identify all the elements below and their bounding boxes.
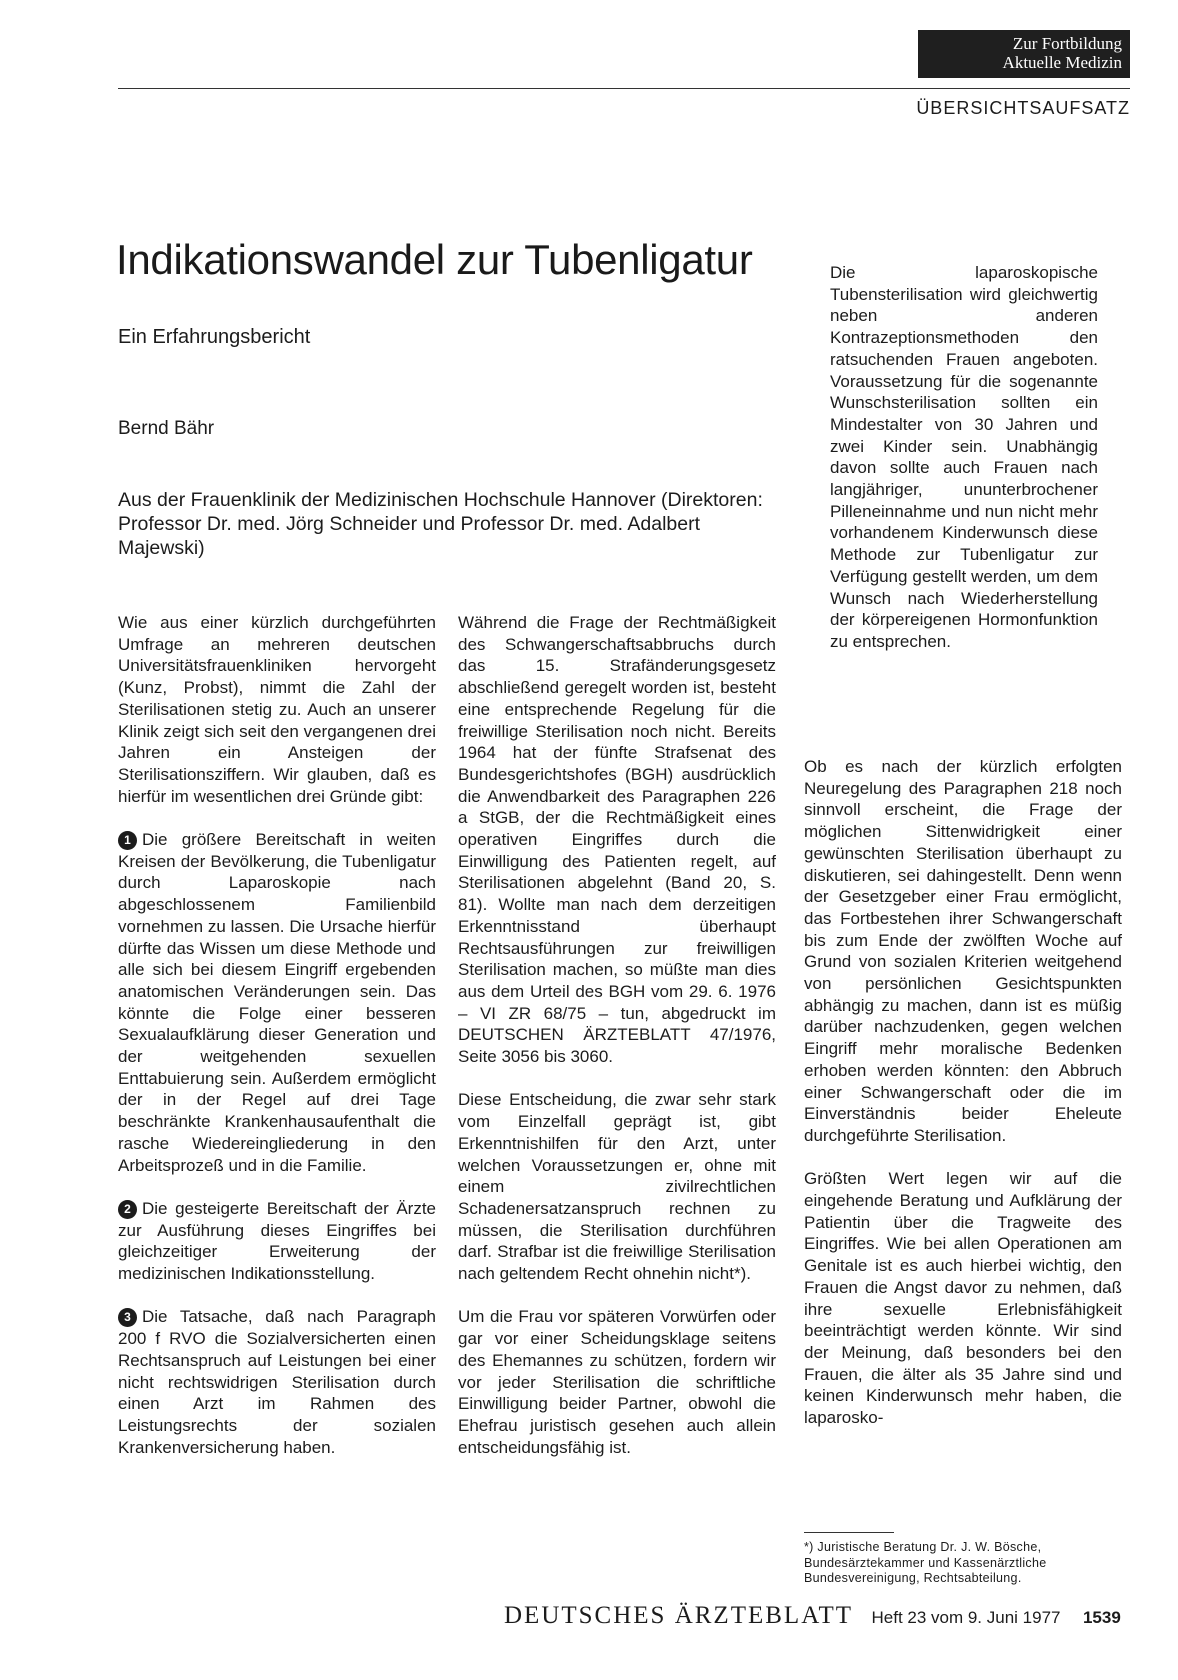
reason-3-text: Die Tatsache, daß nach Paragraph 200 f RVO die Sozialversicherten einen Rechtsanspruch auf Leistungen bei einer nicht rechtswidrigen Sterilisation durch einen Arzt im Rahmen des Leistungsrechts der sozialen Krankenversicherung haben.: [118, 1307, 436, 1457]
section-badge: [918, 30, 1130, 78]
consent-paragraph: Um die Frau vor späteren Vorwürfen oder gar vor einer Scheidungsklage seitens des Ehemannes zu schützen, fordern wir vor jeder Sterilisation die schriftliche Einwilligung beider Partner, obwohl die Ehefrau juristisch gesehen auch allein entscheidungsfähig ist.: [458, 1307, 776, 1457]
decision-paragraph: Diese Entscheidung, die zwar sehr stark vom Einzelfall geprägt ist, gibt Erkenntnishilfen für den Arzt, unter welchen Voraussetzungen er, ohne mit einem zivilrechtlichen Schadenersatzanspruch rechnen zu müssen, die Sterilisation durchführen darf. Strafbar ist die freiwillige Sterilisation nach geltendem Recht ohnehin nicht*).: [458, 1090, 776, 1284]
badge-line-1: Zur Fortbildung: [1012, 34, 1122, 53]
footnote-rule: [804, 1532, 894, 1533]
page-footer: [504, 1602, 1121, 1630]
reason-1-paragraph: [118, 829, 436, 1176]
reason-2-text: Die gesteigerte Bereitschaft der Ärzte zur Ausführung dieses Eingriffes bei gleichzeitiger Erweiterung der medizinischen Indikationsstellung.: [118, 1198, 436, 1284]
journal-name: DEUTSCHES ÄRZTEBLATT: [504, 1602, 854, 1629]
article-author: Bernd Bähr: [118, 418, 215, 439]
number-3-icon: 3: [118, 1308, 137, 1327]
intro-paragraph: Wie aus einer kürzlich durchgeführten Umfrage an mehreren deutschen Universitätsfrauenkliniken hervorgeht (Kunz, Probst), nimmt die Zahl der Sterilisationen stetig zu. Auch an unserer Klinik zeigt sich seit den vergangenen drei Jahren ein Ansteigen der Sterilisationsziffern. Wir glauben, daß es hierfür im wesentlichen drei Gründe gibt:: [118, 613, 436, 806]
body-column-2: [458, 612, 776, 1458]
legal-paragraph: Während die Frage der Rechtmäßigkeit des Schwangerschaftsabbruchs durch das 15. Strafänderungsgesetz abschließend geregelt worden ist, besteht eine entsprechende Regelung für die freiwillige Sterilisation noch nicht. Bereits 1964 hat der fünfte Strafsenat des Bundesgerichtshofes (BGH) ausdrücklich die Anwendbarkeit des Paragraphen 226 a StGB, der die Rechtmäßigkeit eines operativen Eingriffes durch die Einwilligung des Patienten regelt, auf Sterilisationen abgelehnt (Band 20, S. 81). Wollte man nach dem derzeitigen Erkenntnisstand überhaupt Rechtsausführungen zur freiwilligen Sterilisation machen, so müßte man dies aus dem Urteil des BGH vom 29. 6. 1976 – VI ZR 68/75 – tun, abgedruckt im DEUTSCHEN ÄRZTEBLATT 47/1976, Seite 3056 bis 3060.: [458, 613, 776, 1067]
issue-info: Heft 23 vom 9. Juni 1977: [871, 1608, 1061, 1627]
article-subtitle: Ein Erfahrungsbericht: [118, 326, 311, 348]
article-title: Indikationswandel zur Tubenligatur: [116, 236, 753, 283]
reason-2-paragraph: [118, 1198, 436, 1285]
footnote: *) Juristische Beratung Dr. J. W. Bösche, Bundesärztekammer und Kassenärztliche Bundesvereinigung, Rechtsabteilung.: [804, 1540, 1047, 1585]
number-1-icon: 1: [118, 831, 137, 850]
page-number: 1539: [1082, 1608, 1121, 1627]
summary-paragraph: Die laparoskopische Tubensterilisation wird gleichwertig neben anderen Kontrazeptionsmethoden den ratsuchenden Frauen angeboten. Voraussetzung für die sogenannte Wunschsterilisation sollten ein Mindestalter von 30 Jahren und zwei Kinder sein. Unabhängig davon sollte auch Frauen nach langjähriger, ununterbrochener Pilleneinnahme und nun nicht mehr vorhandenem Kinderwunsch diese Methode zur Tubenligatur zur Verfügung gestellt werden, um dem Wunsch nach Wiederherstellung der körpereigenen Hormonfunktion zu entsprechen.: [830, 263, 1098, 651]
summary-box: [830, 262, 1098, 653]
morality-paragraph: Ob es nach der kürzlich erfolgten Neuregelung des Paragraphen 218 noch sinnvoll erscheint, die Frage der möglichen Sittenwidrigkeit einer gewünschten Sterilisation überhaupt zu diskutieren, sei dahingestellt. Denn wenn der Gesetzgeber einer Frau ermöglicht, das Fortbestehen ihrer Schwangerschaft bis zum Ende der zwölften Woche auf Grund von sozialen Kriterien weitgehend von persönlichen Gesichtspunkten abhängig zu machen, dann ist es müßig darüber nachzudenken, gegen welchen Eingriff mehr moralische Bedenken erhoben werden könnten: den Abbruch einer Schwangerschaft oder die im Einverständnis beider Eheleute durchgeführte Sterilisation.: [804, 757, 1122, 1145]
badge-line-2: Aktuelle Medizin: [1002, 53, 1122, 72]
counselling-paragraph: Größten Wert legen wir auf die eingehende Beratung und Aufklärung der Patientin über die Tragweite des Eingriffes. Wie bei allen Operationen am Genitale ist es auch hierbei wichtig, den Frauen die Angst davor zu nehmen, daß ihre sexuelle Erlebnisfähigkeit beeinträchtigt werden könnte. Wir sind der Meinung, daß besonders bei den Frauen, die älter als 35 Jahre sind und keinen Kinderwunsch mehr haben, die laparosko-: [804, 1169, 1122, 1428]
body-column-3: [804, 756, 1122, 1429]
body-column-1: [118, 612, 436, 1458]
number-2-icon: 2: [118, 1200, 137, 1219]
header-rule: [118, 88, 1130, 89]
rubric-label: ÜBERSICHTSAUFSATZ: [916, 98, 1130, 118]
reason-3-paragraph: [118, 1306, 436, 1458]
reason-1-text: Die größere Bereitschaft in weiten Kreisen der Bevölkerung, die Tubenligatur durch Laparoskopie nach abgeschlossenem Familienbild vornehmen zu lassen. Die Ursache hierfür dürfte das Wissen um diese Methode und alle sich bei diesem Eingriff ergebenden anatomischen Veränderungen sein. Das könnte die Folge einer besseren Sexualaufklärung dieser Generation und der weitgehenden sexuellen Enttabuierung sein. Außerdem ermöglicht der in der Regel auf drei Tage beschränkte Krankenhausaufenthalt die rasche Wiedereingliederung in den Arbeitsprozeß und in die Familie.: [118, 830, 436, 1175]
article-affiliation: Aus der Frauenklinik der Medizinischen Hochschule Hannover (Direktoren: Professor Dr. med. Jörg Schneider und Professor Dr. med. Adalbert Majewski): [118, 489, 763, 559]
